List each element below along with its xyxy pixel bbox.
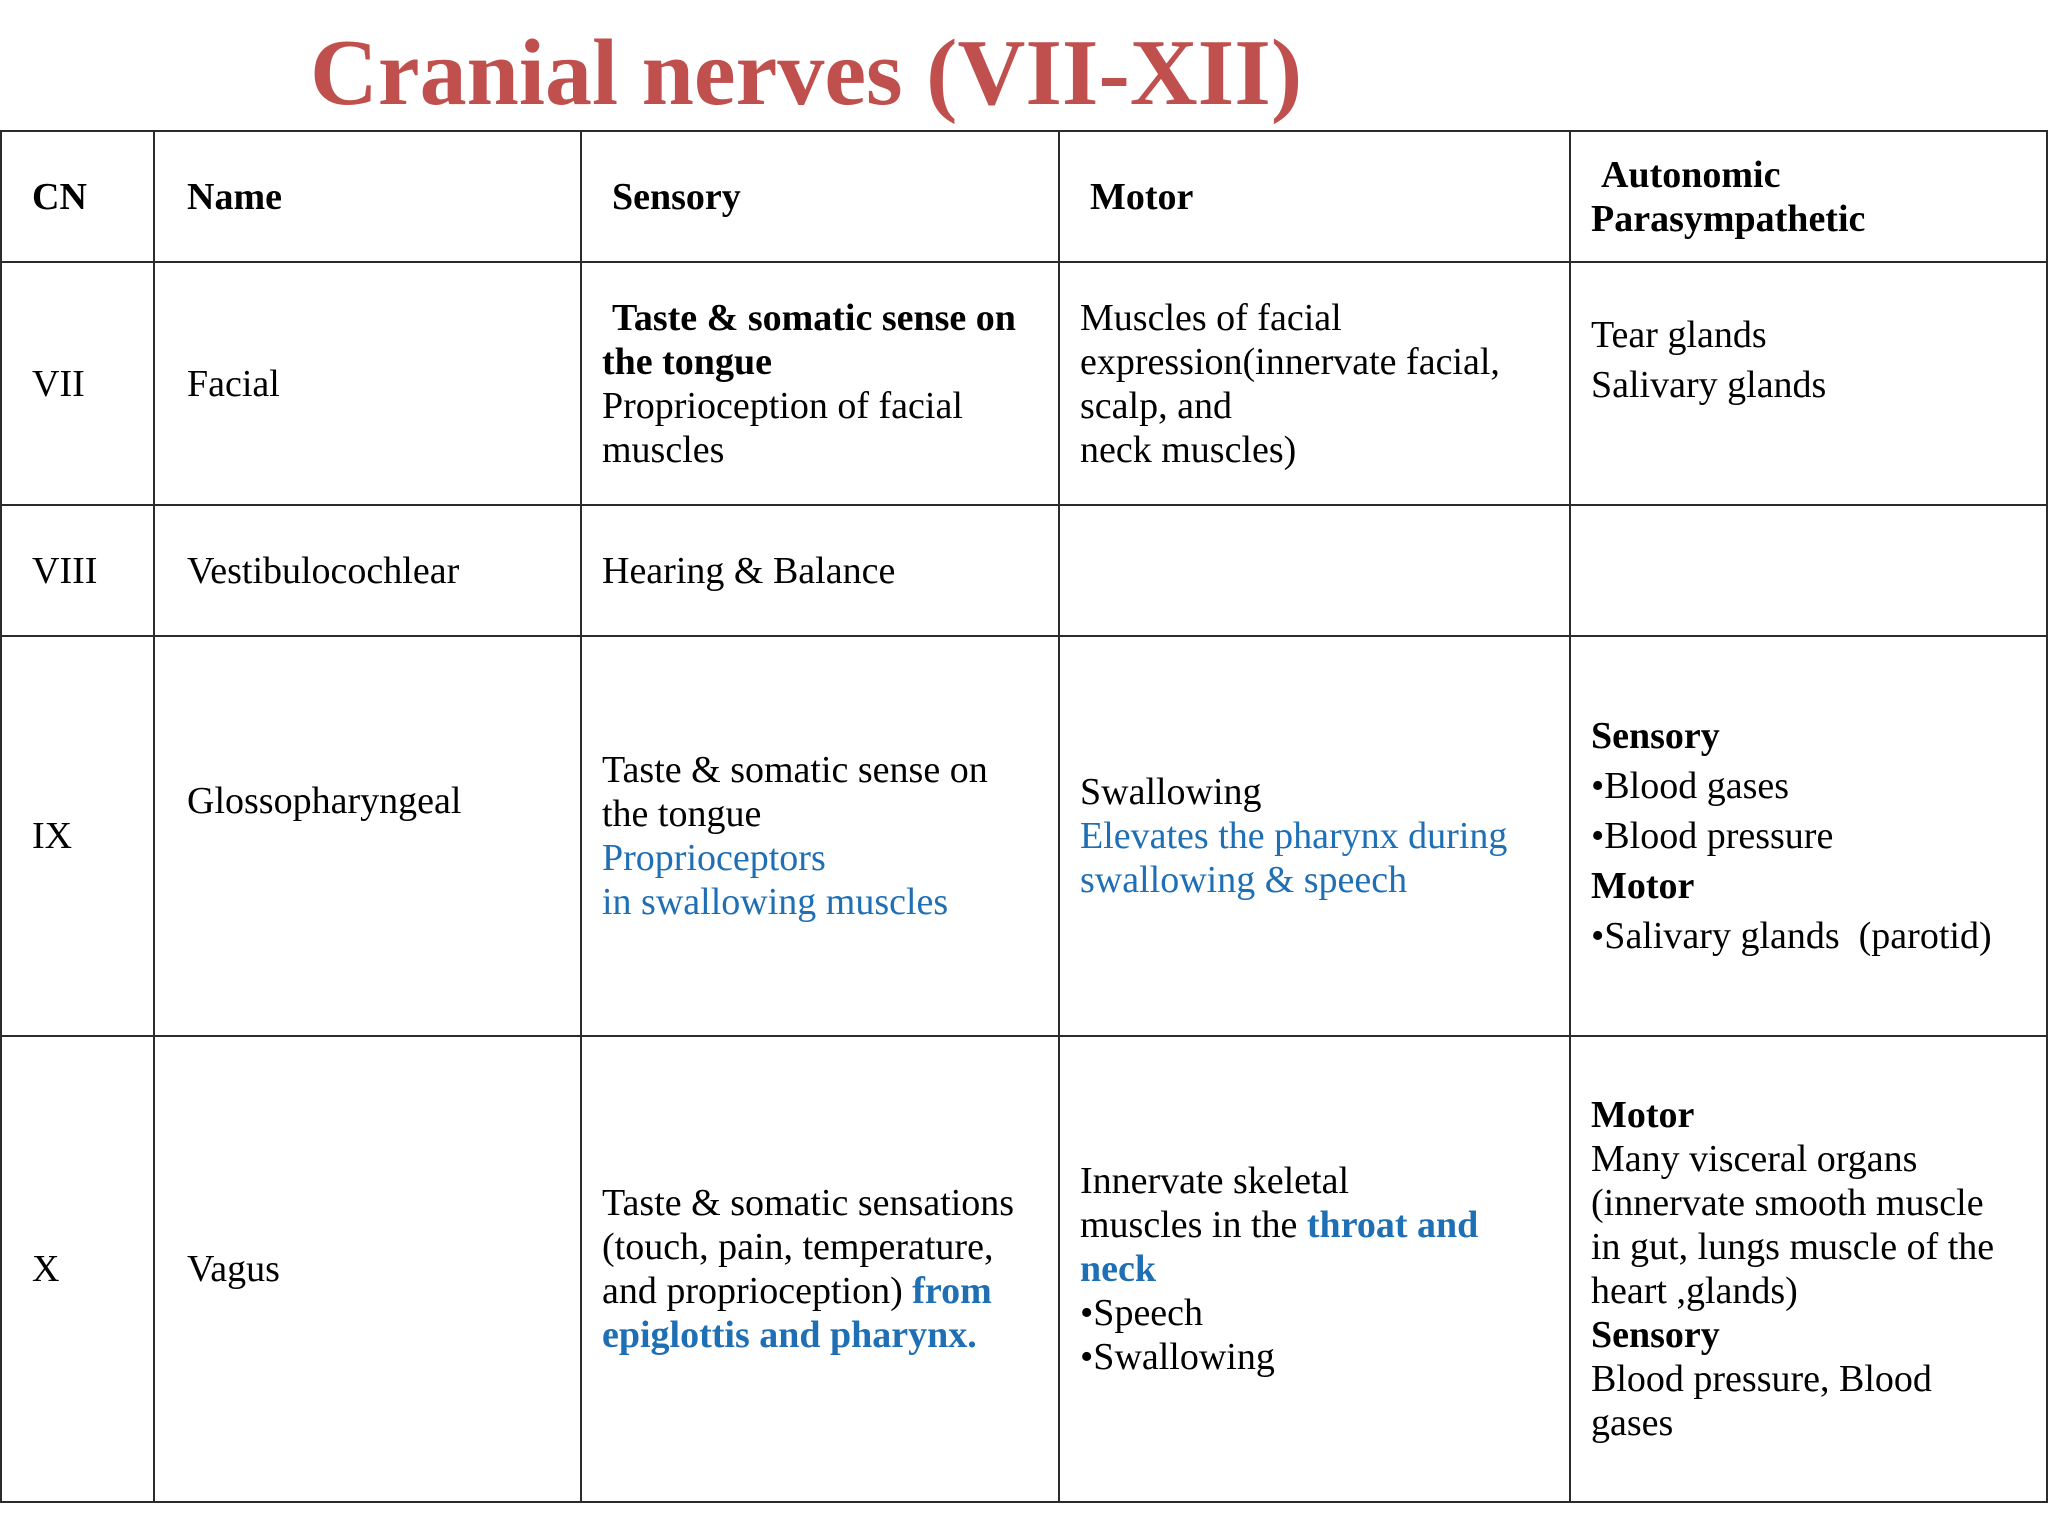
page-title: Cranial nerves (VII-XII) bbox=[310, 21, 1303, 125]
autonomic-item: •Salivary glands (parotid) bbox=[1591, 915, 1992, 957]
autonomic-line: Blood pressure, Blood bbox=[1591, 1358, 1932, 1400]
table-row bbox=[1, 636, 2047, 1036]
motor-cell bbox=[1059, 505, 1570, 636]
autonomic-line: gases bbox=[1591, 1402, 1674, 1444]
motor-line: swallowing & speech bbox=[1080, 859, 1408, 901]
table-row bbox=[1, 262, 2047, 505]
motor-cell bbox=[1059, 636, 1570, 1036]
nerve-name: Glossopharyngeal bbox=[154, 636, 581, 1036]
autonomic-line: Salivary glands bbox=[1591, 364, 1827, 406]
nerve-name: Vagus bbox=[154, 1036, 581, 1502]
nerve-name: Facial bbox=[154, 262, 581, 505]
sensory-line: Taste & somatic sense on bbox=[602, 749, 988, 791]
autonomic-item: •Blood gases bbox=[1591, 765, 1790, 807]
table-header-row bbox=[1, 131, 2047, 262]
header-name: Name bbox=[154, 131, 581, 262]
motor-text: muscles in the bbox=[1080, 1204, 1307, 1246]
autonomic-line: Tear glands bbox=[1591, 314, 1767, 356]
table-row bbox=[1, 505, 2047, 636]
autonomic-cell bbox=[1570, 505, 2047, 636]
cranial-nerves-table bbox=[0, 130, 2048, 1503]
motor-cell bbox=[1059, 1036, 1570, 1502]
autonomic-cell bbox=[1570, 636, 2047, 1036]
sensory-line: Taste & somatic sense on bbox=[612, 296, 1016, 339]
motor-cell bbox=[1059, 262, 1570, 505]
motor-line: Swallowing bbox=[1080, 771, 1262, 813]
motor-line: Innervate skeletal bbox=[1080, 1160, 1350, 1202]
autonomic-line: in gut, lungs muscle of the bbox=[1591, 1226, 1995, 1268]
motor-line: expression(innervate facial, bbox=[1080, 340, 1500, 383]
sensory-line: the tongue bbox=[602, 340, 772, 383]
sensory-cell bbox=[581, 636, 1059, 1036]
sensory-highlight: from bbox=[912, 1270, 992, 1312]
motor-item: •Speech bbox=[1080, 1292, 1204, 1334]
motor-line: Elevates the pharynx during bbox=[1080, 815, 1508, 857]
header-motor: Motor bbox=[1059, 131, 1570, 262]
autonomic-heading: Motor bbox=[1591, 865, 1695, 907]
motor-line bbox=[1080, 1203, 1549, 1247]
sensory-line: (touch, pain, temperature, bbox=[602, 1226, 994, 1268]
cn-number: VII bbox=[1, 262, 154, 505]
header-autonomic-line-1: Autonomic bbox=[1601, 153, 1781, 196]
sensory-cell bbox=[581, 262, 1059, 505]
header-sensory: Sensory bbox=[581, 131, 1059, 262]
autonomic-line: (innervate smooth muscle bbox=[1591, 1182, 1984, 1224]
sensory-line bbox=[602, 1269, 1038, 1313]
sensory-text: and proprioception) bbox=[602, 1270, 913, 1312]
autonomic-heading: Motor bbox=[1591, 1094, 1695, 1136]
motor-line: Muscles of facial bbox=[1080, 296, 1342, 339]
autonomic-heading: Sensory bbox=[1591, 715, 1720, 757]
sensory-line: Taste & somatic sensations bbox=[602, 1182, 1015, 1224]
cn-number: IX bbox=[1, 636, 154, 1036]
motor-highlight: neck bbox=[1080, 1248, 1156, 1290]
motor-line: scalp, and bbox=[1080, 384, 1232, 427]
sensory-line: in swallowing muscles bbox=[602, 881, 949, 923]
sensory-line: the tongue bbox=[602, 793, 762, 835]
motor-item: •Swallowing bbox=[1080, 1336, 1275, 1378]
autonomic-heading: Sensory bbox=[1591, 1314, 1720, 1356]
motor-highlight: throat and bbox=[1306, 1204, 1479, 1246]
autonomic-line: heart ,glands) bbox=[1591, 1270, 1798, 1312]
motor-line: neck muscles) bbox=[1080, 428, 1297, 471]
autonomic-cell bbox=[1570, 1036, 2047, 1502]
header-cn: CN bbox=[1, 131, 154, 262]
sensory-line: Proprioception of facial bbox=[602, 384, 963, 427]
cn-number: VIII bbox=[1, 505, 154, 636]
sensory-cell: Hearing & Balance bbox=[581, 505, 1059, 636]
sensory-line: muscles bbox=[602, 428, 725, 471]
sensory-highlight: epiglottis and pharynx. bbox=[602, 1314, 977, 1356]
autonomic-cell bbox=[1570, 262, 2047, 505]
sensory-cell bbox=[581, 1036, 1059, 1502]
cn-number: X bbox=[1, 1036, 154, 1502]
table-row bbox=[1, 1036, 2047, 1502]
header-autonomic bbox=[1570, 131, 2047, 262]
sensory-line: Proprioceptors bbox=[602, 837, 826, 879]
autonomic-item: •Blood pressure bbox=[1591, 815, 1834, 857]
header-autonomic-line-2: Parasympathetic bbox=[1591, 197, 1866, 240]
nerve-name: Vestibulocochlear bbox=[154, 505, 581, 636]
autonomic-line: Many visceral organs bbox=[1591, 1138, 1918, 1180]
